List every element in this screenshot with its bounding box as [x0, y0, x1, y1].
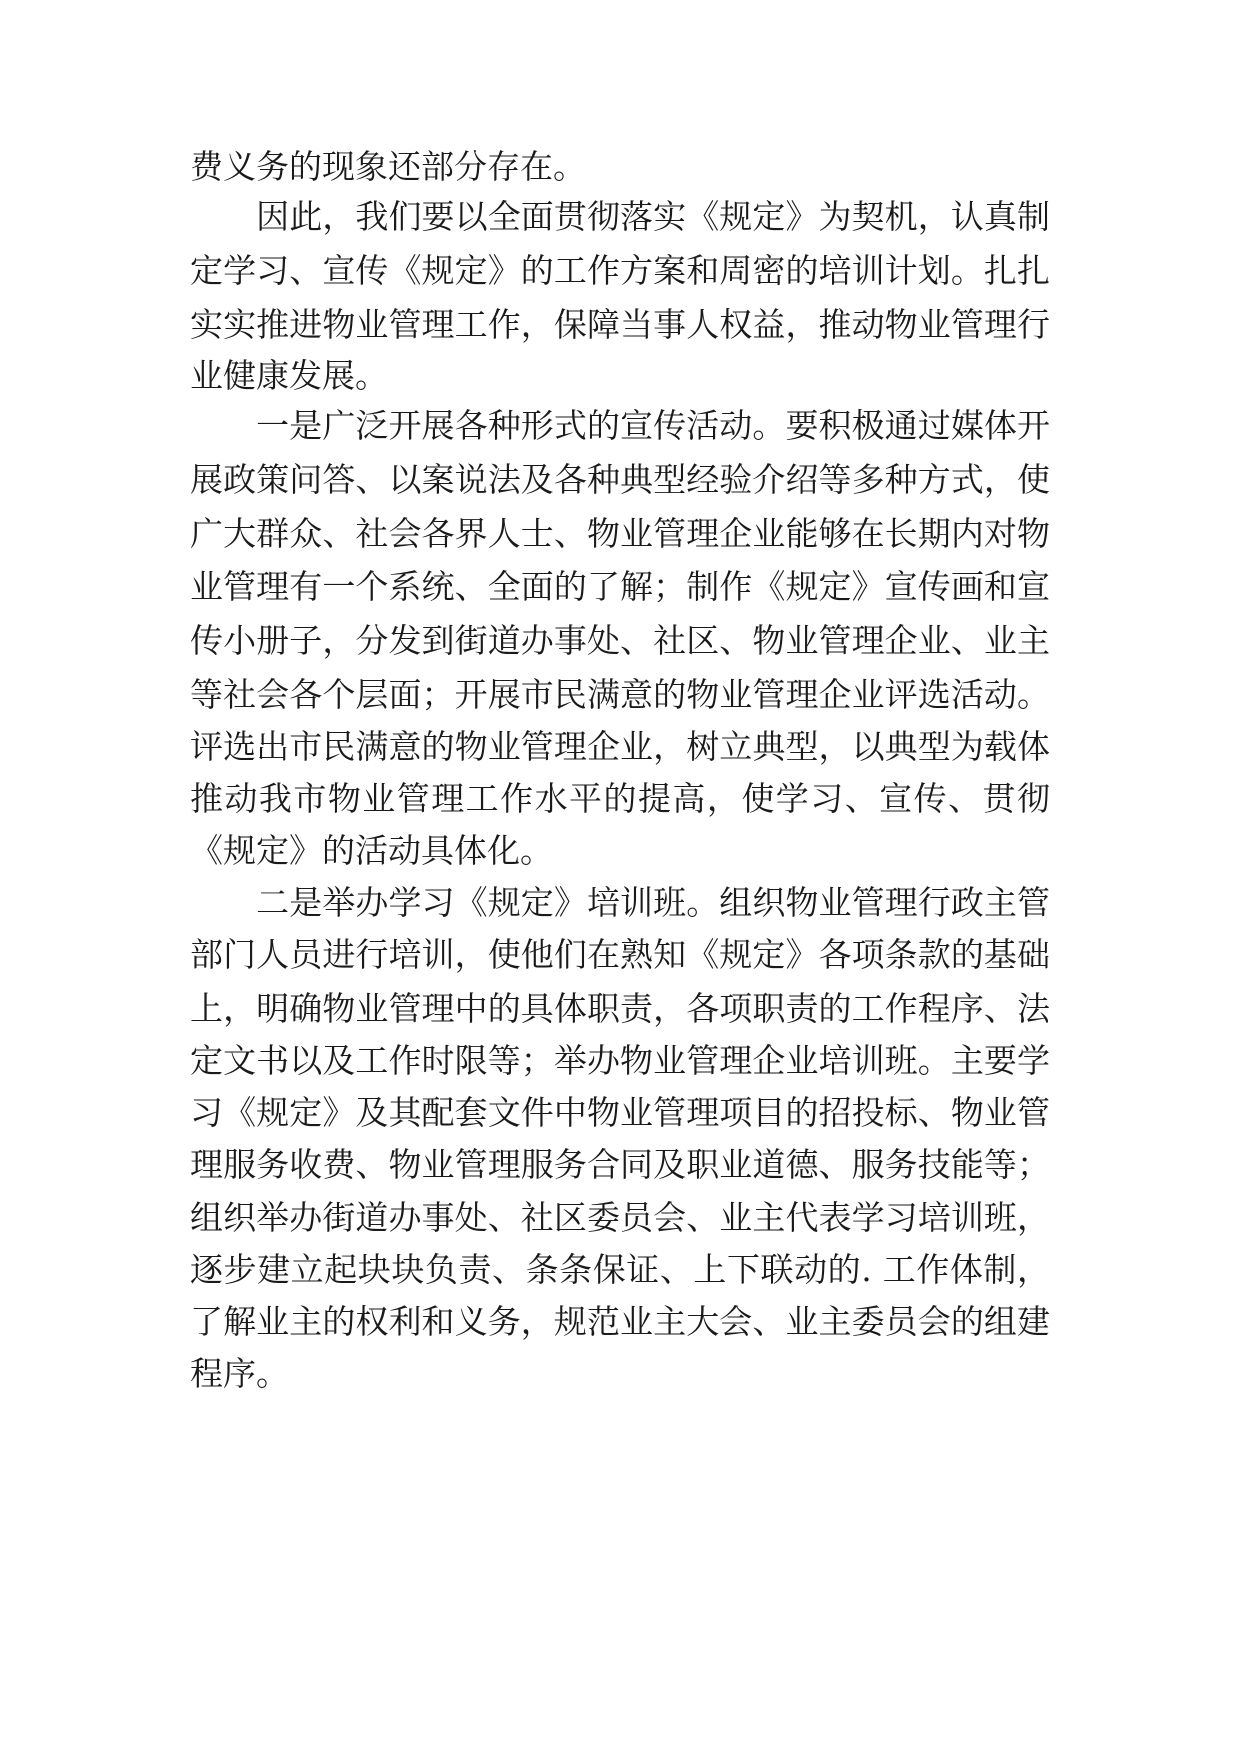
text-line: 逐步建立起块块负责、条条保证、上下联动的. 工作体制， — [190, 1250, 1050, 1289]
text-line: 一是广泛开展各种形式的宣传活动。要积极通过媒体开 — [190, 406, 1050, 445]
text-line: 广大群众、社会各界人士、物业管理企业能够在长期内对物 — [190, 514, 1050, 553]
text-line: 推动我市物业管理工作水平的提高，使学习、宣传、贯彻 — [190, 779, 1050, 818]
text-line: 程序。 — [190, 1354, 289, 1393]
text-line: 理服务收费、物业管理服务合同及职业道德、服务技能等； — [190, 1145, 1050, 1184]
text-line: 了解业主的权利和义务，规范业主大会、业主委员会的组建 — [190, 1302, 1050, 1341]
text-line: 等社会各个层面；开展市民满意的物业管理企业评选活动。 — [190, 675, 1050, 714]
text-line: 定文书以及工作时限等；举办物业管理企业培训班。主要学 — [190, 1041, 1050, 1080]
text-line: 习《规定》及其配套文件中物业管理项目的招投标、物业管 — [190, 1093, 1050, 1132]
text-line: 二是举办学习《规定》培训班。组织物业管理行政主管 — [190, 883, 1050, 922]
text-line: 组织举办街道办事处、社区委员会、业主代表学习培训班， — [190, 1198, 1050, 1237]
text-line: 费义务的现象还部分存在。 — [190, 147, 586, 186]
text-line: 展政策问答、以案说法及各种典型经验介绍等多种方式，使 — [190, 460, 1050, 499]
text-line: 实实推进物业管理工作，保障当事人权益，推动物业管理行 — [190, 305, 1050, 344]
text-line: 《规定》的活动具体化。 — [190, 831, 553, 870]
text-line: 业管理有一个系统、全面的了解；制作《规定》宣传画和宣 — [190, 567, 1050, 606]
text-line: 定学习、宣传《规定》的工作方案和周密的培训计划。扎扎 — [190, 251, 1050, 290]
text-line: 传小册子，分发到街道办事处、社区、物业管理企业、业主 — [190, 621, 1050, 660]
text-line: 上，明确物业管理中的具体职责，各项职责的工作程序、法 — [190, 989, 1050, 1028]
text-line: 评选出市民满意的物业管理企业，树立典型，以典型为载体 — [190, 727, 1050, 766]
text-line: 因此，我们要以全面贯彻落实《规定》为契机，认真制 — [190, 197, 1050, 236]
text-line: 部门人员进行培训，使他们在熟知《规定》各项条款的基础 — [190, 935, 1050, 974]
text-line: 业健康发展。 — [190, 356, 388, 395]
